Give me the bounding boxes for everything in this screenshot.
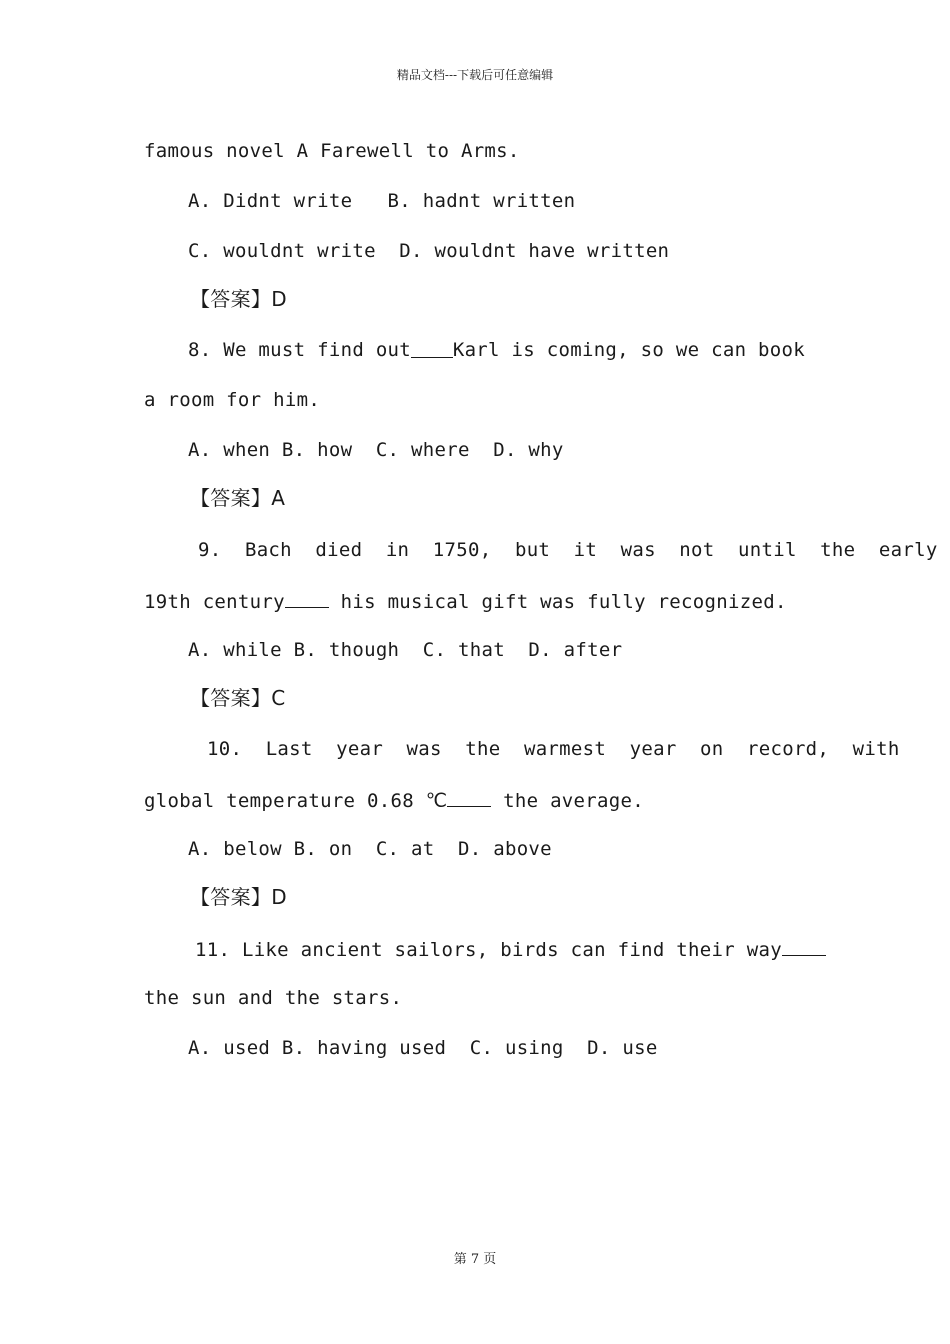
q11-options: A. used B. having used C. using D. use: [188, 1037, 658, 1059]
q8-stem-part-a: 8. We must find out: [188, 339, 412, 361]
q10-answer: 【答案】D: [190, 885, 287, 909]
q8-answer: 【答案】A: [190, 486, 286, 510]
q9-stem-line-2: [144, 591, 787, 612]
q10-options: A. below B. on C. at D. above: [188, 838, 552, 860]
q8-stem-line-1: [188, 341, 805, 360]
q9-options: A. while B. though C. that D. after: [188, 639, 623, 661]
q9-blank: [285, 591, 329, 608]
q7-options-1: A. Didnt write B. hadnt written: [188, 190, 576, 212]
q11-stem-line-2: the sun and the stars.: [144, 987, 403, 1009]
q8-options: A. when B. how C. where D. why: [188, 439, 564, 461]
q7-answer: 【答案】D: [190, 287, 287, 311]
q7-options-2: C. wouldnt write D. wouldnt have written: [188, 240, 670, 262]
q10-stem-part-b: global temperature 0.68 ℃: [144, 790, 448, 812]
page-header: 精品文档---下载后可任意编辑: [396, 68, 554, 82]
q9-stem-part-c: his musical gift was fully recognized.: [328, 591, 787, 613]
q8-blank: [411, 341, 453, 358]
q10-stem-line-1: 10. Last year was the warmest year on record, with: [207, 738, 900, 760]
q8-stem-line-2: a room for him.: [144, 389, 321, 411]
q8-stem-part-b: Karl is coming, so we can book: [452, 339, 805, 361]
q9-answer: 【答案】C: [190, 686, 286, 710]
q10-blank: [447, 790, 491, 807]
q10-stem-line-2: [144, 790, 644, 811]
q11-blank: [782, 939, 826, 956]
q9-stem-part-b: 19th century: [144, 591, 285, 613]
q9-stem-line-1: 9. Bach died in 1750, but it was not until the early: [198, 539, 938, 561]
q10-stem-part-c: the average.: [491, 790, 644, 812]
q7-stem-tail: famous novel A Farewell to Arms.: [144, 140, 520, 162]
q11-stem-line-1: [195, 939, 826, 960]
q11-stem-part-a: 11. Like ancient sailors, birds can find their way: [195, 939, 782, 961]
page-footer: 第 7 页: [453, 1252, 497, 1267]
